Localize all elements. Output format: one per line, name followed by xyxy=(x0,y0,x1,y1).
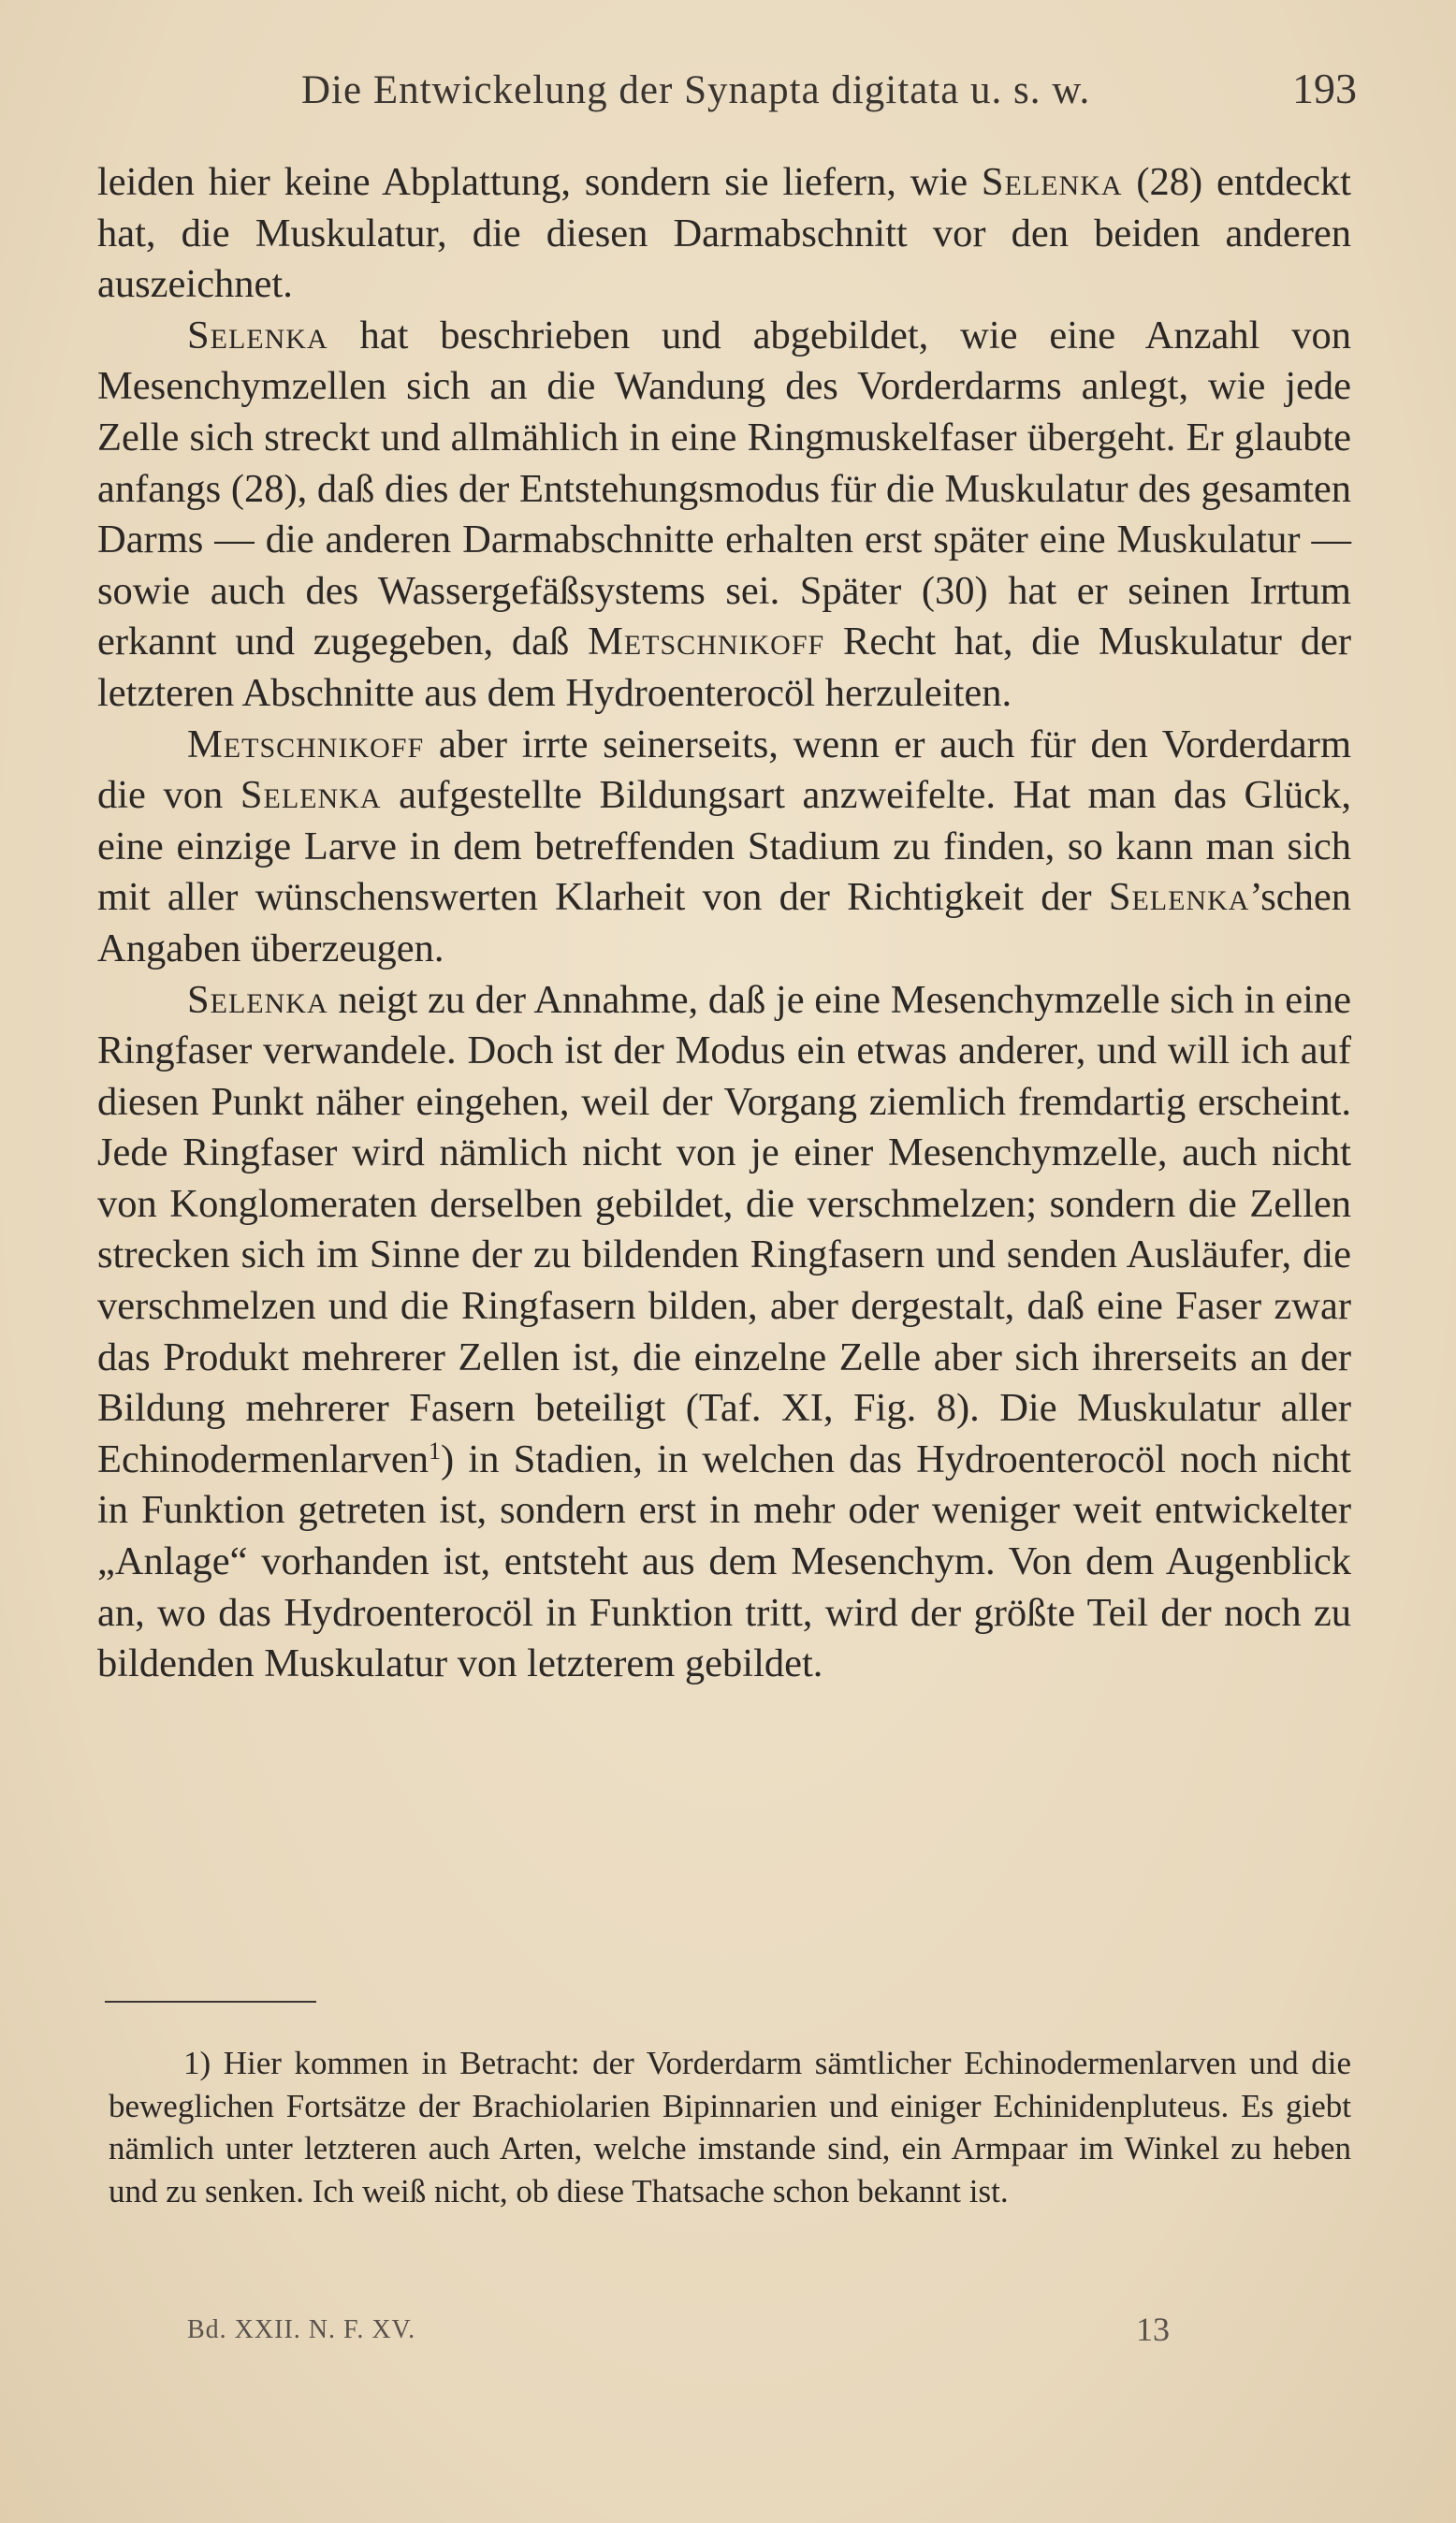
body-paragraph xyxy=(97,975,1351,1690)
sheet-signature: 13 xyxy=(1136,2311,1170,2348)
text-run: ’schen Angaben überzeugen. xyxy=(97,875,1351,970)
text-run: neigt zu der Annahme, daß je eine Mesenchymzelle sich in eine Ringfaser verwandele. Doch ist der Modus ein etwas anderer, und will ich auf diesen Punkt näher eingehen, weil der Vorgang ziemlich fremdartig erscheint. Jede Ringfaser wird nämlich nicht von je einer Mesenchymzelle, auch nicht von Konglomeraten derselben gebildet, die verschmelzen; sondern die Zellen strecken sich im Sinne der zu bildenden Ringfasern und senden Ausläufer, die verschmelzen und die Ringfasern bilden, aber dergestalt, daß eine Faser zwar das Produkt mehrerer Zellen ist, die einzelne Zelle aber sich ihrerseits an der Bildung mehrerer Fasern beteiligt (Taf. XI, Fig. 8). Die Muskulatur aller Echinodermenlarven xyxy=(97,977,1351,1481)
footnote-marker: 1 xyxy=(429,1437,442,1465)
footnote: 1) Hier kommen in Betracht: der Vorderdarm sämtlicher Echinodermenlarven und die beweglichen Fortsätze der Brachiolarien Bipinnarien und einiger Echinidenpluteus. Es giebt nämlich unter letzteren auch Arten, welche imstande sind, ein Armpaar im Winkel zu heben und zu senken. Ich weiß nicht, ob diese Thatsache schon bekannt ist. xyxy=(109,2045,1351,2209)
text-run: hat beschrieben und abgebildet, wie eine Anzahl von Mesenchymzellen sich an die Wandung des Vorderdarms anlegt, wie jede Zelle sich streckt und allmählich in eine Ringmuskelfaser übergeht. Er glaubte anfangs (28), daß dies der Entstehungsmodus für die Muskulatur des gesamten Darms — die anderen Darmabschnitte erhalten erst später eine Muskulatur — sowie auch des Wassergefäßsystems sei. Später (30) hat er seinen Irrtum erkannt und zugegeben, daß xyxy=(97,313,1351,664)
body-paragraph xyxy=(97,311,1351,720)
author-name: Metschnikoff xyxy=(588,620,825,664)
body-paragraph xyxy=(97,720,1351,975)
printer-signature-line xyxy=(187,2311,1170,2353)
body-text xyxy=(97,157,1351,1690)
running-title: Die Entwickelung der Synapta digitata u. s. w. xyxy=(301,68,1091,112)
text-run: leiden hier keine Abplattung, sondern sie liefern, wie xyxy=(97,160,982,204)
text-run: (28) entdeckt hat, die Muskulatur, die diesen Darmabschnitt vor den beiden anderen auszeichnet. xyxy=(97,160,1351,307)
footnote-rule xyxy=(105,2001,316,2003)
running-head xyxy=(103,67,1357,124)
body-paragraph xyxy=(97,157,1351,311)
author-name: Selenka xyxy=(187,313,328,357)
text-run: Recht hat, die Muskulatur der letzteren Abschnitte aus dem Hydroenterocöl herzuleiten. xyxy=(97,620,1352,715)
author-name: Selenka xyxy=(240,773,382,818)
text-run: ) in Stadien, in welchen das Hydroenterocöl noch nicht in Funktion getreten ist, sondern erst in mehr oder weniger weit entwickelter „Anlage“ vorhanden ist, entsteht aus dem Mesenchym. Von dem Augenblick an, wo das Hydroenterocöl in Funktion tritt, wird der größte Teil der noch zu bildenden Muskulatur von letzterem gebildet. xyxy=(97,1437,1351,1686)
volume-signature: Bd. XXII. N. F. XV. xyxy=(187,2315,416,2344)
author-name: Selenka xyxy=(187,977,328,1022)
author-name: Selenka xyxy=(1108,875,1250,920)
text-run: aufgestellte Bildungsart anzweifelte. Hat man das Glück, eine einzige Larve in dem betreffenden Stadium zu finden, so kann man sich mit aller wünschenswerten Klarheit von der Richtigkeit der xyxy=(97,773,1352,920)
text-run: aber irrte seinerseits, wenn er auch für den Vorderdarm die von xyxy=(97,722,1351,818)
author-name: Metschnikoff xyxy=(187,722,425,766)
author-name: Selenka xyxy=(981,160,1123,204)
page-number: 193 xyxy=(1292,65,1357,112)
